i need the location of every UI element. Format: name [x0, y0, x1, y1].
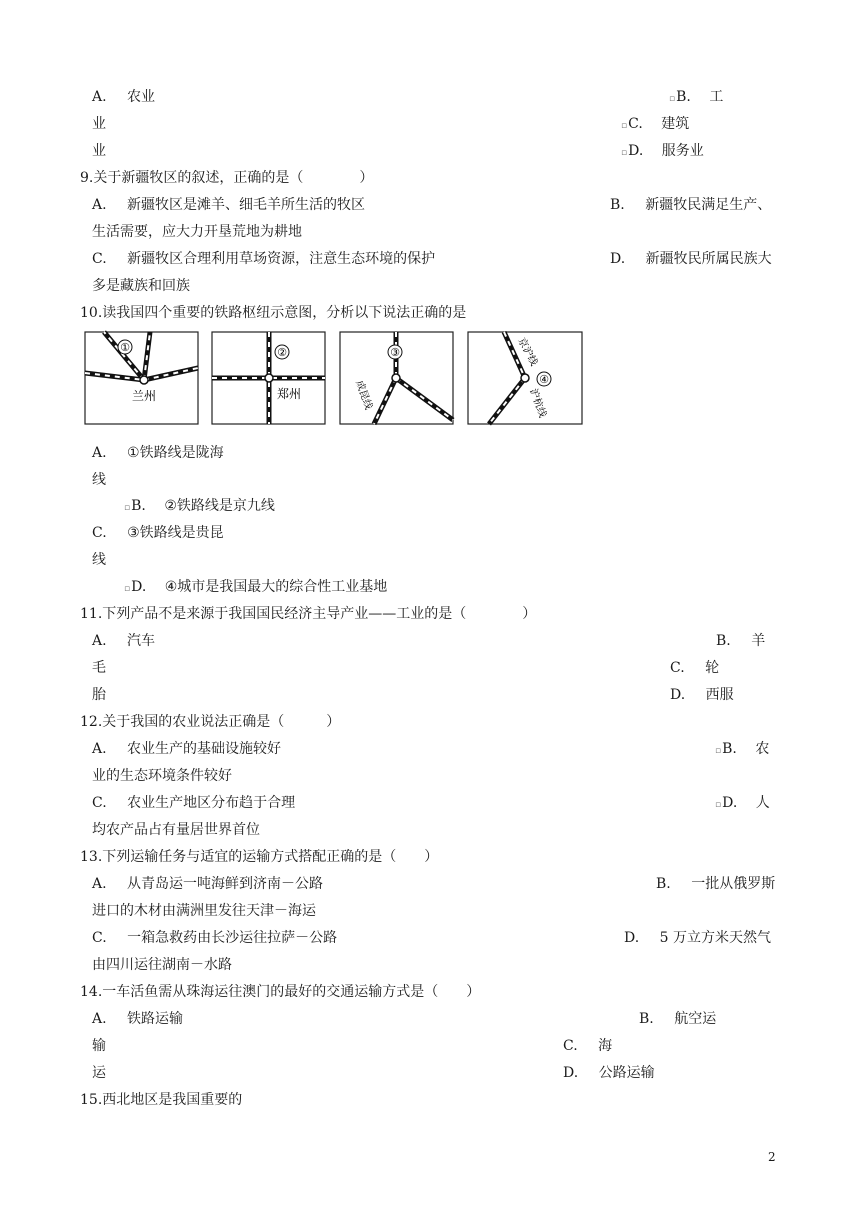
q8-option-d: [621, 142, 704, 162]
q14-option-b: [639, 1010, 716, 1028]
q14-option-d: [563, 1064, 655, 1082]
q13-option-b-wrap: 进口的木材由满洲里发往天津－海运: [92, 903, 316, 919]
q14-option-a: [92, 1010, 183, 1028]
q10-option-d: [124, 578, 387, 598]
q10-option-a-wrap: 线: [92, 472, 106, 488]
q11-option-c: [670, 659, 719, 677]
option-text: 新疆牧区是滩羊、细毛羊所生活的牧区: [127, 197, 366, 213]
option-text: 汽车: [127, 633, 156, 649]
option-letter: D.: [670, 687, 686, 703]
option-text: ③铁路线是贵昆: [127, 525, 224, 541]
q10-stem: 10.读我国四个重要的铁路枢纽示意图，分析以下说法正确的是: [80, 305, 467, 321]
option-letter: A.: [92, 876, 107, 892]
option-letter: D.: [610, 251, 626, 267]
option-text: 羊: [751, 633, 766, 649]
q11-stem: 11.下列产品不是来源于我国国民经济主导产业——工业的是（ ）: [80, 606, 537, 622]
option-letter: A.: [92, 197, 107, 213]
option-letter: B.: [676, 89, 691, 105]
q13-option-d-wrap: 由四川运往湖南－水路: [92, 957, 232, 973]
q13-option-d: [624, 929, 771, 947]
option-letter: D.: [722, 795, 738, 811]
option-text: 农业生产地区分布趋于合理: [127, 795, 296, 811]
option-letter: C.: [92, 930, 107, 946]
option-text: 服务业: [661, 143, 704, 159]
option-text: 西服: [705, 687, 734, 703]
q8-option-c-wrap: 业: [92, 143, 106, 159]
option-text: 一批从俄罗斯: [691, 876, 776, 892]
q12-option-c: [92, 794, 295, 812]
option-letter: B.: [131, 498, 146, 514]
option-text: 工: [709, 89, 724, 105]
option-text: 轮: [705, 660, 720, 676]
option-letter: A.: [92, 741, 107, 757]
q9-option-a: [92, 196, 365, 214]
tick-mark: ▫: [621, 121, 628, 131]
option-text: 建筑: [661, 116, 690, 132]
option-text: 人: [755, 795, 770, 811]
q9-option-c: [92, 250, 435, 268]
railway-hub-figure: [84, 330, 584, 430]
q15-stem: 15.西北地区是我国重要的: [80, 1092, 243, 1108]
q9-option-d-wrap: 多是藏族和回族: [92, 278, 190, 294]
panel4-line-label-1: 京沪线: [515, 336, 540, 368]
panel3-number: ③: [390, 346, 400, 359]
q12-option-b: [715, 740, 769, 760]
q9-stem: 9.关于新疆牧区的叙述，正确的是（ ）: [80, 170, 374, 186]
option-text: 农: [755, 741, 770, 757]
q12-stem: 12.关于我国的农业说法正确是（ ）: [80, 714, 341, 730]
option-letter: D.: [624, 930, 640, 946]
panel4-line-label-2: 沪杭线: [527, 387, 548, 420]
panel4-number: ④: [539, 373, 549, 386]
panel2-city: 郑州: [276, 387, 302, 401]
q12-option-a: [92, 740, 281, 758]
q14-option-c-wrap: 运: [92, 1065, 106, 1081]
option-letter: A.: [92, 633, 107, 649]
option-letter: C.: [670, 660, 685, 676]
q13-stem: 13.下列运输任务与适宜的运输方式搭配正确的是（ ）: [80, 849, 439, 865]
option-letter: A.: [92, 1011, 107, 1027]
panel1-number: ①: [120, 341, 130, 354]
option-text: ④城市是我国最大的综合性工业基地: [164, 579, 388, 595]
q12-option-d-wrap: 均农产品占有量居世界首位: [92, 822, 260, 838]
option-letter: C.: [628, 116, 643, 132]
option-text: 新疆牧民满足生产、: [645, 197, 772, 213]
panel-lanzhou: [85, 332, 198, 424]
q13-option-c: [92, 929, 337, 947]
option-text: 新疆牧区合理利用草场资源，注意生态环境的保护: [127, 251, 436, 267]
q11-option-b: [716, 632, 765, 650]
page-number: 2: [768, 1150, 776, 1164]
q14-stem: 14.一车活鱼需从珠海运往澳门的最好的交通运输方式是（ ）: [80, 984, 481, 1000]
option-text: 航空运: [674, 1011, 717, 1027]
panel-chengdu: [340, 332, 453, 424]
option-text: 公路运输: [598, 1065, 655, 1081]
q10-option-b: [124, 497, 275, 517]
option-text: 铁路运输: [127, 1011, 184, 1027]
option-text: 新疆牧民所属民族大: [645, 251, 772, 267]
q12-option-d: [715, 794, 770, 814]
tick-mark: ▫: [669, 94, 676, 104]
option-text: 海: [598, 1038, 613, 1054]
option-text: 从青岛运一吨海鲜到济南－公路: [127, 876, 324, 892]
tick-mark: ▫: [621, 148, 628, 158]
q13-option-b: [656, 875, 775, 893]
q14-option-b-wrap: 输: [92, 1038, 106, 1054]
option-letter: B.: [610, 197, 625, 213]
option-letter: B.: [639, 1011, 654, 1027]
option-letter: C.: [92, 795, 107, 811]
option-letter: B.: [722, 741, 737, 757]
option-letter: B.: [656, 876, 671, 892]
option-letter: D.: [131, 579, 147, 595]
panel3-line-label: 成昆线: [353, 379, 374, 412]
option-text: 农业: [127, 89, 156, 105]
option-text: 5 万立方米天然气: [659, 930, 771, 946]
q9-option-d: [610, 250, 772, 268]
option-text: ①铁路线是陇海: [127, 445, 224, 461]
q10-option-a: [92, 444, 224, 462]
q14-option-c: [563, 1037, 612, 1055]
option-letter: B.: [716, 633, 731, 649]
tick-mark: ▫: [715, 746, 722, 756]
q8-option-c: [621, 115, 689, 135]
q9-option-b: [610, 196, 771, 214]
option-letter: C.: [563, 1038, 578, 1054]
option-text: 农业生产的基础设施较好: [127, 741, 282, 757]
option-letter: C.: [92, 251, 107, 267]
q11-option-b-wrap: 毛: [92, 660, 106, 676]
tick-mark: ▫: [124, 503, 131, 513]
q11-option-c-wrap: 胎: [92, 687, 106, 703]
tick-mark: ▫: [124, 584, 131, 594]
option-letter: D.: [563, 1065, 579, 1081]
q10-option-c-wrap: 线: [92, 552, 106, 568]
panel1-city: 兰州: [131, 389, 157, 403]
q9-option-b-wrap: 生活需要，应大力开垦荒地为耕地: [92, 224, 302, 240]
q10-option-c: [92, 524, 224, 542]
option-letter: D.: [628, 143, 644, 159]
q13-option-a: [92, 875, 323, 893]
panel2-number: ②: [277, 346, 287, 359]
q11-option-a: [92, 632, 155, 650]
q8-option-a: [92, 88, 155, 106]
option-text: 一箱急救药由长沙运往拉萨－公路: [127, 930, 338, 946]
q8-option-b: [669, 88, 723, 108]
railway-hub-diagram: [84, 330, 584, 430]
option-letter: C.: [92, 525, 107, 541]
q8-option-b-wrap: 业: [92, 116, 106, 132]
tick-mark: ▫: [715, 800, 722, 810]
q11-option-d: [670, 686, 734, 704]
option-letter: A.: [92, 89, 107, 105]
panel-zhengzhou: [212, 332, 325, 424]
option-letter: A.: [92, 445, 107, 461]
q12-option-b-wrap: 业的生态环境条件较好: [92, 768, 232, 784]
option-text: ②铁路线是京九线: [164, 498, 275, 514]
panel-shanghai: [468, 332, 582, 424]
